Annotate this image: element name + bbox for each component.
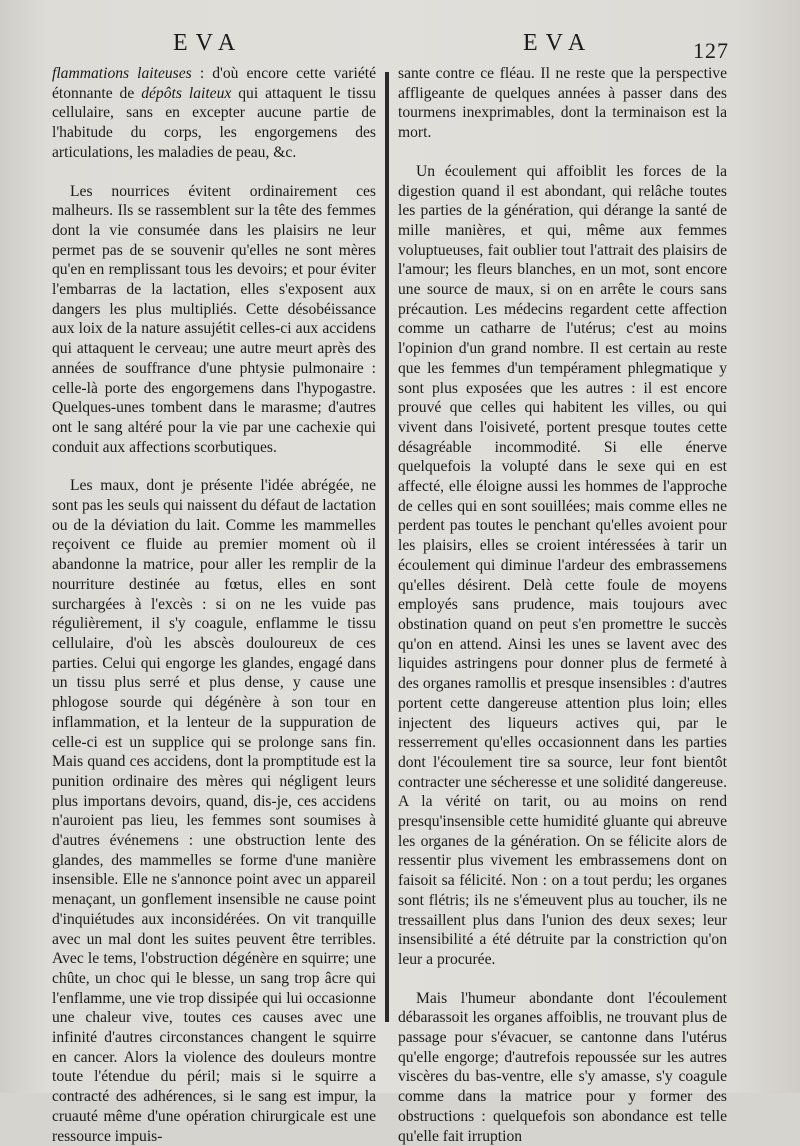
column-divider [385, 72, 389, 1022]
paragraph-text: : d'où encore cette variété étonnante de [52, 65, 376, 102]
paragraph-text: qui attaquent le tissu cellulaire, sans en excepter aucune partie de l'habitude du corps, les engorgemens des articulations, les maladies de peau, &c. [52, 84, 376, 161]
right-running-head: EVA [523, 30, 594, 56]
left-column [52, 64, 376, 1146]
right-column [398, 64, 727, 1146]
right-paragraph-3: Mais l'humeur abondante dont l'écoulement débarassoit les organes affoiblis, ne trouvant plus de passage pour s'évacuer, se cantonne dans l'utérus qu'elle engorge; d'autrefois repoussée sur les autres viscères du bas-ventre, elle s'y amasse, s'y coagule comme dans la matrice pour y former des obstructions : quelquefois son abondance est telle qu'elle fait irruption [398, 989, 727, 1145]
page-header [0, 30, 800, 66]
italic-term: dépôts laiteux [141, 84, 232, 102]
left-paragraph-3: Les maux, dont je présente l'idée abrégée, ne sont pas les seuls qui naissent du défaut de lactation ou de la déviation du lait. Comme les mammelles reçoivent ce fluide au premier moment où il abandonne la matrice, pour aller les remplir de la nourriture destinée au fœtus, elles en sont surchargées à l'excès : si on ne les vuide pas régulièrement, il s'y coagule, enflamme le tissu cellulaire, d'où les abscès douloureux de ces parties. Celui qui engorge les glandes, engagé dans un tissu plus serré et plus dense, y cause une phlogose sourde qui dégénère à son tour en inflammation, et la lenteur de la suppuration de celle-ci est un supplice qui se prolonge sans fin. Mais quand ces accidens, dont la promptitude est la punition ordinaire des mères qui négligent leurs plus importans devoirs, quand, dis-je, ces accidens n'auroient pas lieu, les femmes sont soumises à d'autres événemens : une obstruction lente des glandes, des mammelles se forme d'une manière insensible. Elle ne s'annonce point avec un appareil menaçant, un gonflement insensible ne cause point d'inquiétudes aux inconsidérées. On vit tranquille avec un mal dont les suites peuvent être terribles. Avec le tems, l'obstruction dégénère en squirre; une chûte, un choc qui le blesse, un sang trop âcre qui l'enflamme, une vie trop dissipée qui lui occasionne une chaleur vive, toutes ces causes avec une infinité d'autres circonstances changent le squirre en cancer. Alors la violence des douleurs montre toute l'étendue du péril; mais si le squirre a contracté des adhérences, si le sang est impur, la cruauté même d'une opération chirurgicale est une ressource impuis- [52, 477, 376, 1145]
page-number: 127 [693, 38, 729, 63]
left-paragraph-1 [52, 64, 376, 163]
left-running-head: EVA [173, 30, 244, 56]
right-paragraph-1: sante contre ce fléau. Il ne reste que la perspective affligeante de quelques années à passer dans des tourmens inexprimables, dont la terminaison est la mort. [398, 65, 727, 142]
left-paragraph-2: Les nourrices évitent ordinairement ces malheurs. Ils se rassemblent sur la tête des femmes dont la vie consumée dans les plaisirs ne leur permet pas de se souvenir qu'elles ne sont mères qu'en en remplissant tous les devoirs; et pour éviter l'embarras de la lactation, elles s'exposent aux dangers les plus multipliés. Cette désobéissance aux loix de la nature assujétit celles-ci aux accidens qui attaquent le cerveau; une autre meurt après des années de souffrance d'une phtysie pulmonaire : celle-là porte des engorgemens dans l'hypogastre. Quelques-unes tombent dans le marasme; d'autres ont le sang altéré pour la vie par une cachexie qui conduit aux affections scorbutiques. [52, 182, 376, 456]
right-paragraph-2: Un écoulement qui affoiblit les forces de la digestion quand il est abondant, qui relâche toutes les parties de la génération, qui dérange la santé de mille manières, et qui, même aux femmes voluptueuses, fait oublier tout l'attrait des plaisirs de l'amour; les fleurs blanches, en un mot, sont encore une source de maux, si on en arrête le cours sans précaution. Les médecins regardent cette affection comme un catharre de l'utérus; c'est au moins l'opinion d'un grand nombre. Il est certain au reste que les femmes d'un tempérament phlegmatique y sont plus exposées que les autres : il est encore prouvé que celles qui habitent les villes, ou qui vivent dans l'oisiveté, portent presque toutes cette désagréable incommodité. Si elle énerve quelquefois la volupté dans le sexe qui en est affecté, elle éloigne aussi les hommes de l'approche de celles qui en sont souillées; mais comme elles ne perdent pas toutes le penchant qu'elles avoient pour les plaisirs, elles se croient intéressées à tarir un écoulement qui diminue l'ardeur des embrassemens qu'elles désirent. Delà cette foule de moyens employés sans prudence, mais toujours avec obstination quand on peut s'en promettre le succès qu'on en attend. Ainsi les unes se lavent avec des liquides astringens pour donner plus de fermeté à des organes ramollis et presque insensibles : d'autres portent cette dangereuse attention plus loin; elles injectent des liqueurs actives qui, par le resserrement qu'elles occasionnent dans les parties dont l'écoulement tire sa source, leur font bientôt contracter une sécheresse et une solidité dangereuse. A la vérité on tarit, ou au moins on rend presqu'insensible cette humidité gluante qui abreuve les organes de la génération. On se félicite alors de ressentir plus vivement les embrassemens dont on faisoit sa félicité. Non : on a tout perdu; les organes sont flétris; ils ne s'émeuvent plus au toucher, ils ne tressaillent plus dans l'union des deux sexes; leur insensibilité a été détruite par la constriction qu'on leur a procurée. [398, 162, 727, 968]
italic-lead: flammations laiteuses [52, 65, 192, 82]
